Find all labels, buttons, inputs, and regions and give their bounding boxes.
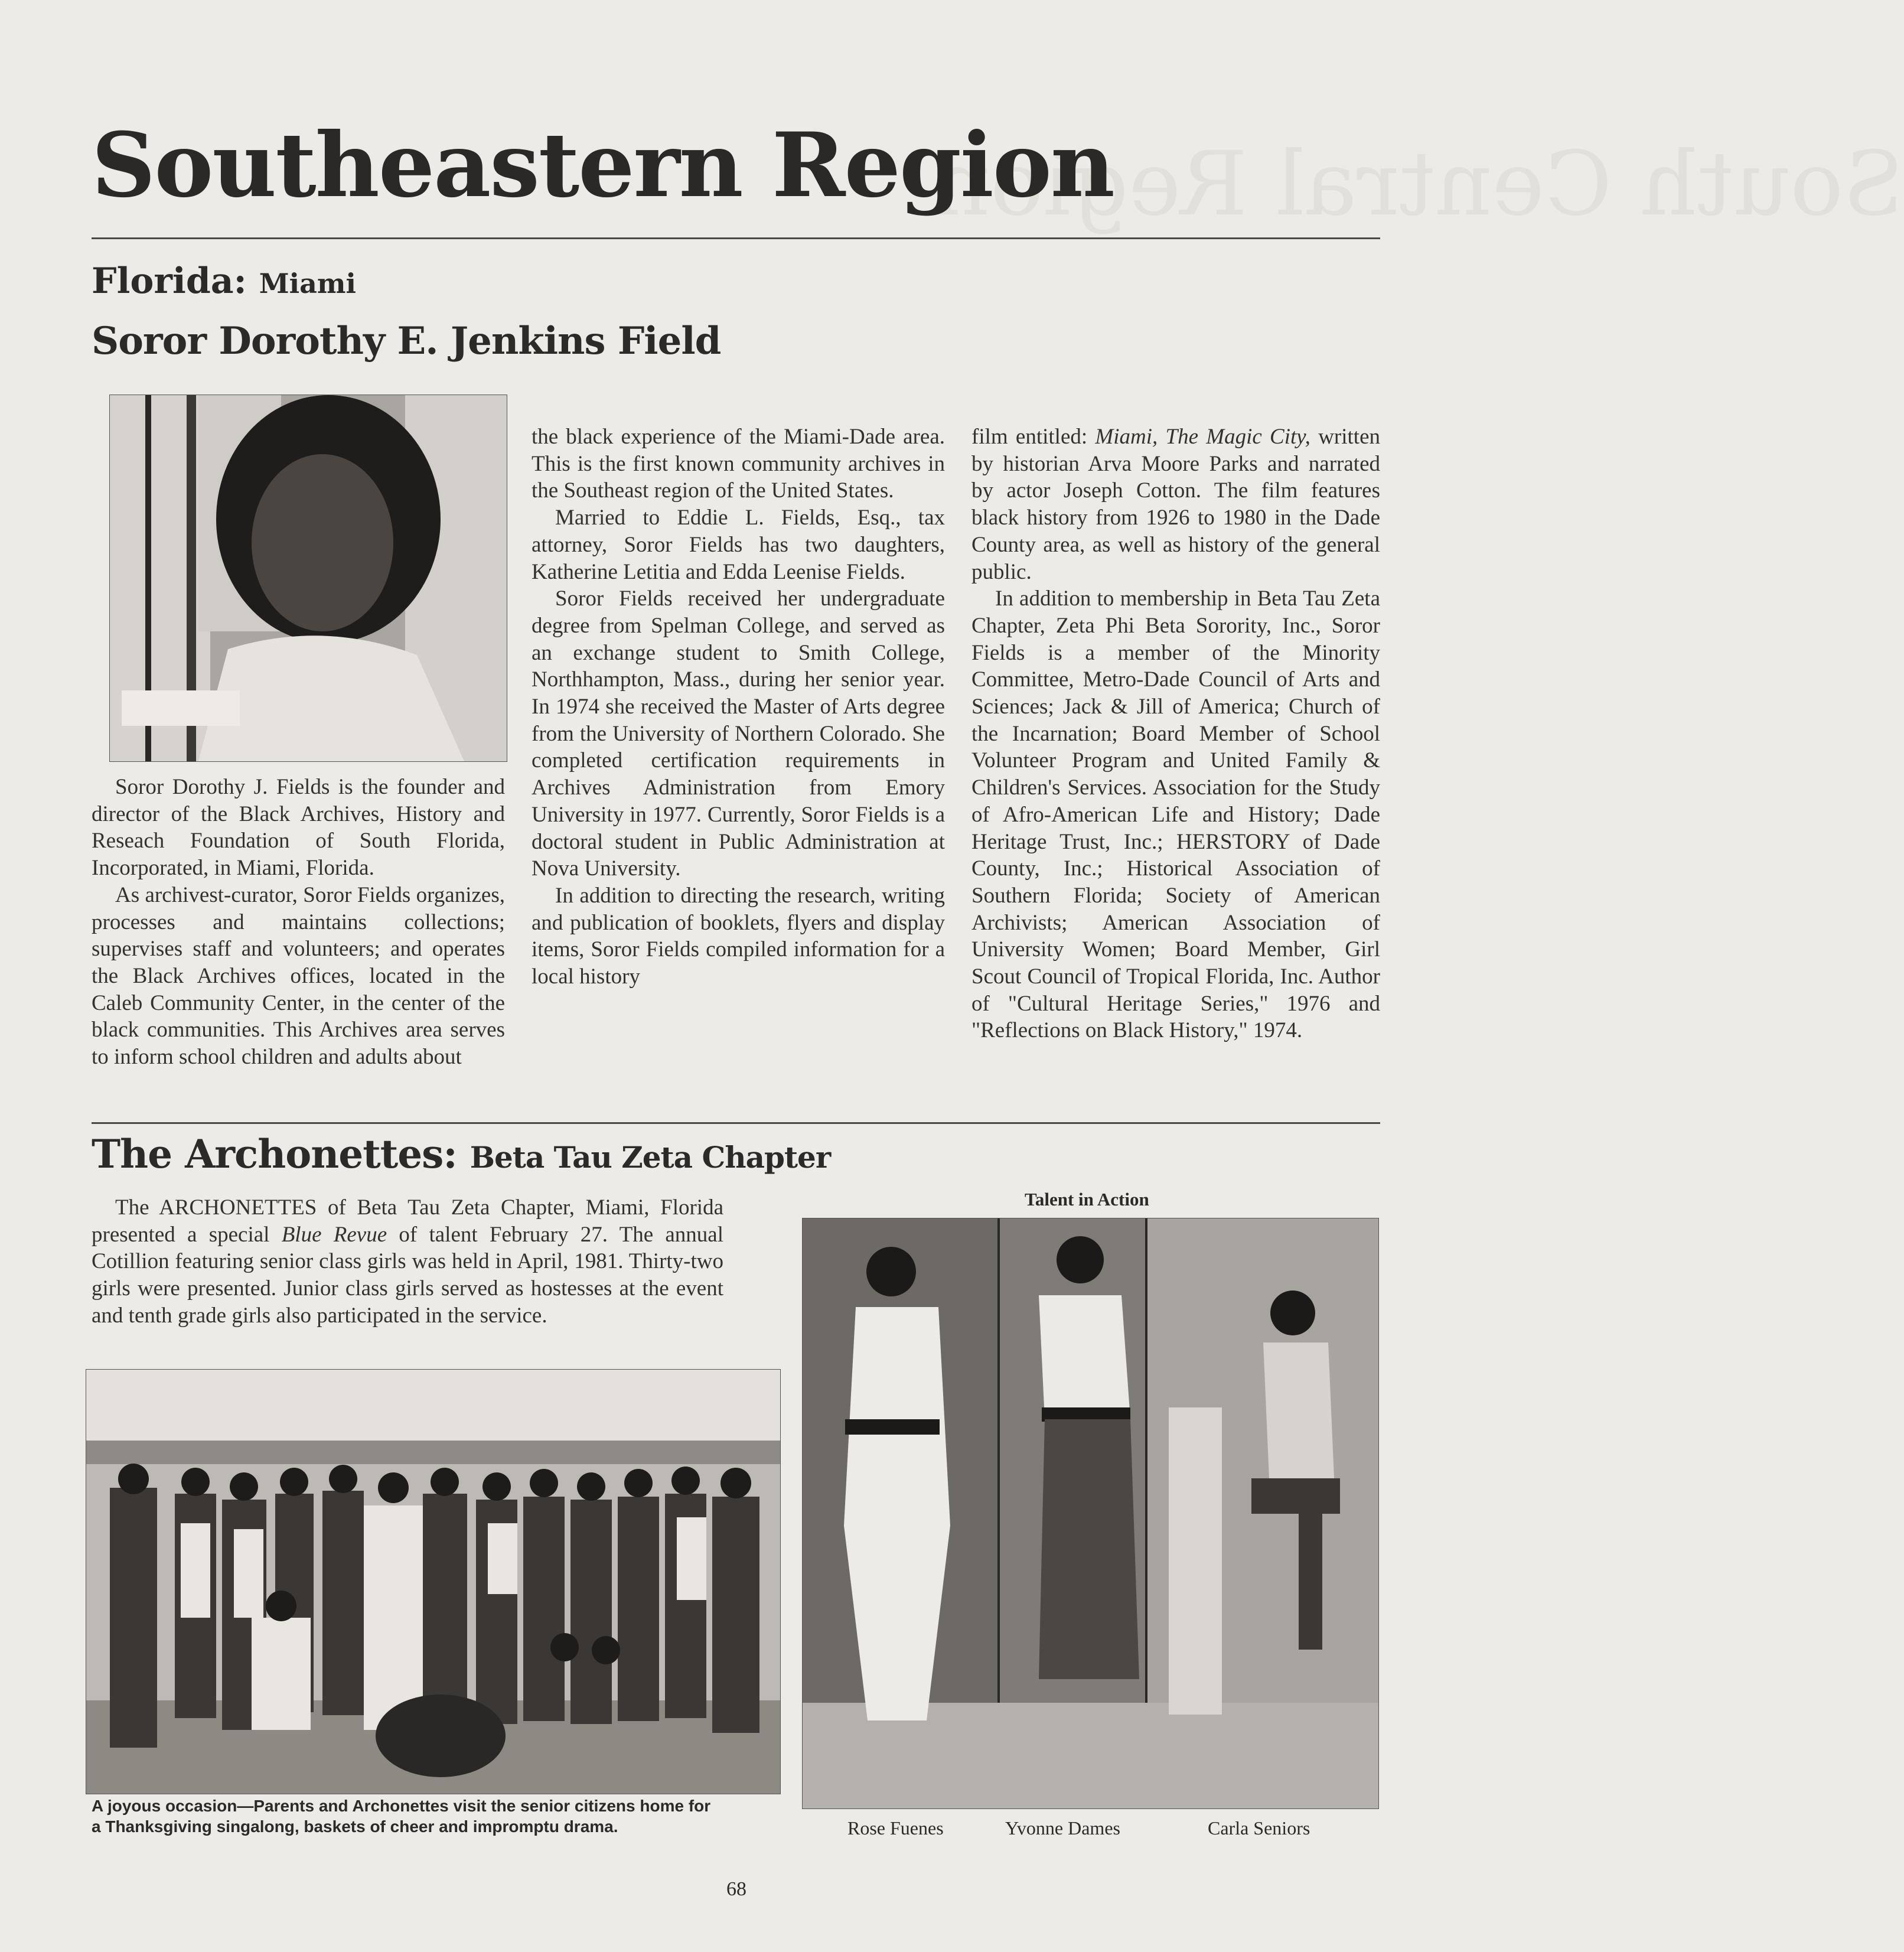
city-name: Miami bbox=[259, 268, 357, 299]
archonettes-title: The Archonettes: bbox=[92, 1131, 457, 1177]
bleed-through-title: South Central Region bbox=[933, 133, 1904, 236]
portrait-photo bbox=[109, 395, 507, 762]
section-rule bbox=[92, 1122, 1380, 1124]
paragraph: In addition to membership in Beta Tau Zeta Chapter, Zeta Phi Beta Sorority, Inc., Soror Fields is a member of the Minority Committee, Metro-Dade Council of Arts and Sciences; Jack & Jill of America; Church of the Incarnation; Board Member of School Volunteer Program and United Family & Children's Services. Association for the Study of Afro-American Life and History; Dade Heritage Trust, Inc.; HERSTORY of Dade County, Inc.; Historical Association of Southern Florida; Society of American Archivists; American Association of University Women; Board Member, Girl Scout Council of Tropical Florida, Inc. Author of "Cultural Heritage Series," 1976 and "Reflections on Black History," 1974. bbox=[971, 586, 1380, 1043]
paragraph: Married to Eddie L. Fields, Esq., tax attorney, Soror Fields has two daughters, Katherine Letitia and Edda Leenise Fields. bbox=[532, 506, 945, 584]
talent-label: Talent in Action bbox=[1025, 1189, 1149, 1210]
paragraph: Soror Dorothy J. Fields is the founder and director of the Black Archives, History and Reseach Foundation of South Florida, Incorporated, in Miami, Florida. bbox=[92, 775, 505, 881]
article-column-3 bbox=[971, 423, 1380, 1044]
text-run: of talent February 27. The annual Cotillion featuring senior class girls was held in April, 1981. Thirty-two girls were presented. Junior class girls served as hostesses at the event and tenth grade girls also participated in the service. bbox=[92, 1222, 723, 1328]
text-run: film entitled: bbox=[971, 425, 1096, 449]
article-column-2 bbox=[532, 423, 945, 990]
paragraph: As archivest-curator, Soror Fields organizes, processes and maintains collections; supervises staff and volunteers; and operates the Black Archives offices, located in the Caleb Community Center, in the center of the black communities. This Archives area serves to inform school children and adults about bbox=[92, 882, 505, 1070]
state-name: Florida: bbox=[92, 260, 247, 302]
archonettes-heading bbox=[92, 1131, 830, 1178]
text-run: written by historian Arva Moore Parks and narrated by actor Joseph Cotton. The film features black history from 1926 to 1980 in the Dade County area, as well as history of the general public. bbox=[971, 425, 1380, 584]
group-photo bbox=[86, 1369, 781, 1794]
performer-name-1: Rose Fuenes bbox=[847, 1817, 944, 1839]
performer-name-2: Yvonne Dames bbox=[1005, 1817, 1120, 1839]
talent-photo-strip bbox=[802, 1218, 1379, 1809]
text-run: The ARCHONETTES of Beta Tau Zeta Chapter, Miami, Florida presented a special bbox=[92, 1195, 723, 1247]
paragraph: the black experience of the Miami-Dade area. This is the first known community archives in the Southeast region of the United States. bbox=[532, 425, 945, 503]
archonettes-paragraph bbox=[92, 1194, 723, 1329]
page-number: 68 bbox=[726, 1878, 746, 1900]
group-illustration bbox=[86, 1370, 780, 1794]
state-heading bbox=[92, 260, 356, 302]
paragraph: In addition to directing the research, writing and publication of booklets, flyers and display items, Soror Fields compiled information for a local history bbox=[532, 883, 945, 989]
paragraph bbox=[971, 423, 1380, 585]
portrait-illustration bbox=[110, 395, 507, 761]
talent-illustration bbox=[803, 1218, 1378, 1808]
region-title: Southeastern Region bbox=[92, 113, 1114, 217]
paragraph: Soror Fields received her undergraduate degree from Spelman College, and served as an exchange student to Smith College, Northhampton, Mass., during her senior year. In 1974 she received the Master of Arts degree from the University of Northern Colorado. She completed certification requirements in Archives Administration from Emory University in 1977. Currently, Soror Fields is a doctoral student in Public Administration at Nova University. bbox=[532, 586, 945, 881]
person-heading: Soror Dorothy E. Jenkins Field bbox=[92, 319, 721, 363]
article-column-1 bbox=[92, 774, 505, 1071]
film-title: Miami, The Magic City, bbox=[1095, 425, 1310, 449]
chapter-name: Beta Tau Zeta Chapter bbox=[470, 1140, 831, 1175]
title-rule bbox=[92, 237, 1380, 239]
revue-title: Blue Revue bbox=[281, 1222, 387, 1247]
performer-name-3: Carla Seniors bbox=[1208, 1817, 1310, 1839]
group-photo-caption: A joyous occasion—Parents and Archonettes visit the senior citizens home for a Thanksgiving singalong, baskets of cheer and impromptu drama. bbox=[92, 1797, 711, 1836]
paragraph bbox=[92, 1194, 723, 1329]
